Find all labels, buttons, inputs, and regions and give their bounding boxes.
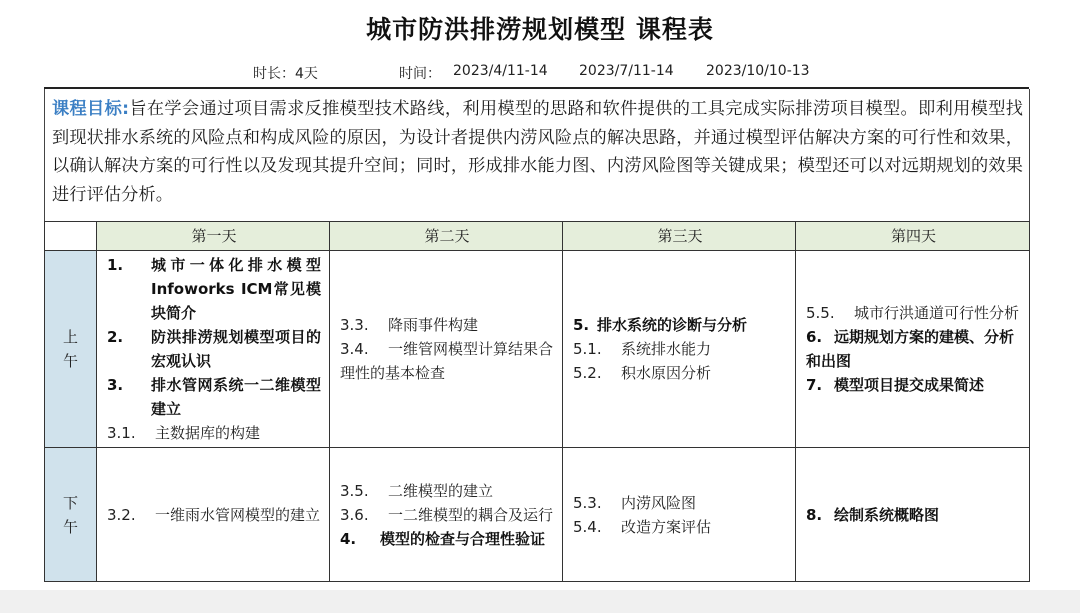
schedule-item	[573, 313, 787, 337]
schedule-item	[806, 301, 1021, 325]
day-header-1: 第一天	[97, 222, 330, 251]
period-morning	[45, 251, 97, 448]
item-number: 8.	[806, 505, 823, 524]
date-1: 2023/4/11-14	[453, 63, 548, 79]
afternoon-row	[45, 448, 1030, 582]
schedule-item	[340, 527, 554, 551]
day-header-3: 第三天	[563, 222, 796, 251]
period-afternoon-char-2: 午	[62, 517, 78, 536]
item-text: 一维管网模型计算结果合理性的基本检查	[340, 340, 554, 382]
item-number: 5.3.	[573, 493, 602, 512]
schedule-item	[573, 337, 787, 361]
cell-day2-am	[330, 251, 563, 448]
course-goal-text: 旨在学会通过项目需求反推模型技术路线，利用模型的思路和软件提供的工具完成实际排涝项目模型。即利用模型找到现状排水系统的风险点和构成风险的原因，为设计者提供内涝风险点的解决思路，并通过模型评估解决方案的可行性和效果，以确认解决方案的可行性以及发现其提升空间；同时，形成排水能力图、内涝风险图等关键成果；模型还可以对远期规划的效果进行评估分析。	[52, 99, 1024, 205]
item-number: 5.2.	[573, 364, 602, 382]
item-text: 模型的检查与合理性验证	[380, 529, 546, 548]
item-text: 积水原因分析	[621, 364, 712, 382]
period-afternoon	[45, 448, 97, 582]
period-morning-char-2: 午	[62, 352, 78, 370]
cell-day2-pm	[330, 448, 563, 582]
item-number: 3.1.	[107, 424, 136, 442]
date-3: 2023/10/10-13	[706, 63, 810, 79]
item-text: 防洪排涝规划模型项目的宏观认识	[151, 328, 321, 370]
schedule-item	[107, 253, 321, 325]
cell-day1-am	[97, 251, 330, 448]
item-text: 一维雨水管网模型的建立	[155, 505, 321, 524]
item-text: 主数据库的构建	[155, 424, 261, 442]
cell-day3-am	[563, 251, 796, 448]
day-header-2: 第二天	[330, 222, 563, 251]
item-text: 排水管网系统一二维模型建立	[151, 376, 321, 418]
time-label: 时间：	[399, 66, 441, 82]
schedule-item	[340, 337, 554, 385]
date-2: 2023/7/11-14	[579, 63, 674, 79]
cell-day1-pm	[97, 448, 330, 582]
schedule-item	[573, 491, 787, 515]
item-number: 4.	[340, 529, 357, 548]
schedule-table	[44, 221, 1030, 582]
schedule-item	[107, 421, 321, 445]
header-row	[45, 222, 1030, 251]
item-number: 3.3.	[340, 316, 369, 334]
item-text: 远期规划方案的建模、分析和出图	[806, 328, 1015, 370]
item-number: 6.	[806, 328, 823, 346]
cell-day3-pm	[563, 448, 796, 582]
duration-label: 时长：	[253, 66, 295, 82]
schedule-item	[340, 503, 554, 527]
item-text: 降雨事件构建	[388, 316, 479, 334]
page-title: 城市防洪排涝规划模型 课程表	[366, 15, 714, 44]
item-number: 5.	[573, 316, 590, 334]
schedule-item	[107, 503, 321, 527]
period-morning-char-1: 上	[62, 328, 78, 346]
schedule-item	[340, 479, 554, 503]
item-number: 3.2.	[107, 505, 136, 524]
item-text: 系统排水能力	[621, 340, 712, 358]
item-number: 1.	[107, 256, 124, 274]
day-header-4: 第四天	[796, 222, 1030, 251]
duration-value: 4天	[295, 66, 318, 82]
schedule-item	[806, 373, 1021, 397]
course-goal	[44, 89, 1030, 222]
item-text: 内涝风险图	[621, 493, 697, 512]
cell-day4-am	[796, 251, 1030, 448]
item-number: 2.	[107, 328, 124, 346]
schedule-item	[340, 313, 554, 337]
schedule-item	[806, 503, 1021, 527]
course-goal-label: 课程目标:	[52, 99, 130, 119]
item-text: 二维模型的建立	[388, 481, 494, 500]
item-number: 5.4.	[573, 517, 602, 536]
item-number: 3.6.	[340, 505, 369, 524]
item-number: 3.4.	[340, 340, 369, 358]
item-number: 5.1.	[573, 340, 602, 358]
schedule-item	[806, 325, 1021, 373]
item-text: 模型项目提交成果简述	[834, 376, 985, 394]
corner-cell	[45, 222, 97, 251]
item-text: 改造方案评估	[621, 517, 712, 536]
duration	[253, 63, 318, 83]
item-text: 城市一体化排水模型Infoworks ICM常见模块简介	[151, 256, 321, 322]
schedule-item	[107, 373, 321, 421]
item-number: 5.5.	[806, 304, 835, 322]
cell-day4-pm	[796, 448, 1030, 582]
item-number: 3.	[107, 376, 124, 394]
morning-row	[45, 251, 1030, 448]
item-text: 城市行洪通道可行性分析	[854, 304, 1020, 322]
period-afternoon-char-1: 下	[62, 493, 78, 512]
item-number: 7.	[806, 376, 823, 394]
schedule-item	[573, 515, 787, 539]
schedule-item	[107, 325, 321, 373]
item-text: 排水系统的诊断与分析	[597, 316, 748, 334]
item-number: 3.5.	[340, 481, 369, 500]
schedule-item	[573, 361, 787, 385]
item-text: 绘制系统概略图	[834, 505, 940, 524]
item-text: 一二维模型的耦合及运行	[388, 505, 554, 524]
